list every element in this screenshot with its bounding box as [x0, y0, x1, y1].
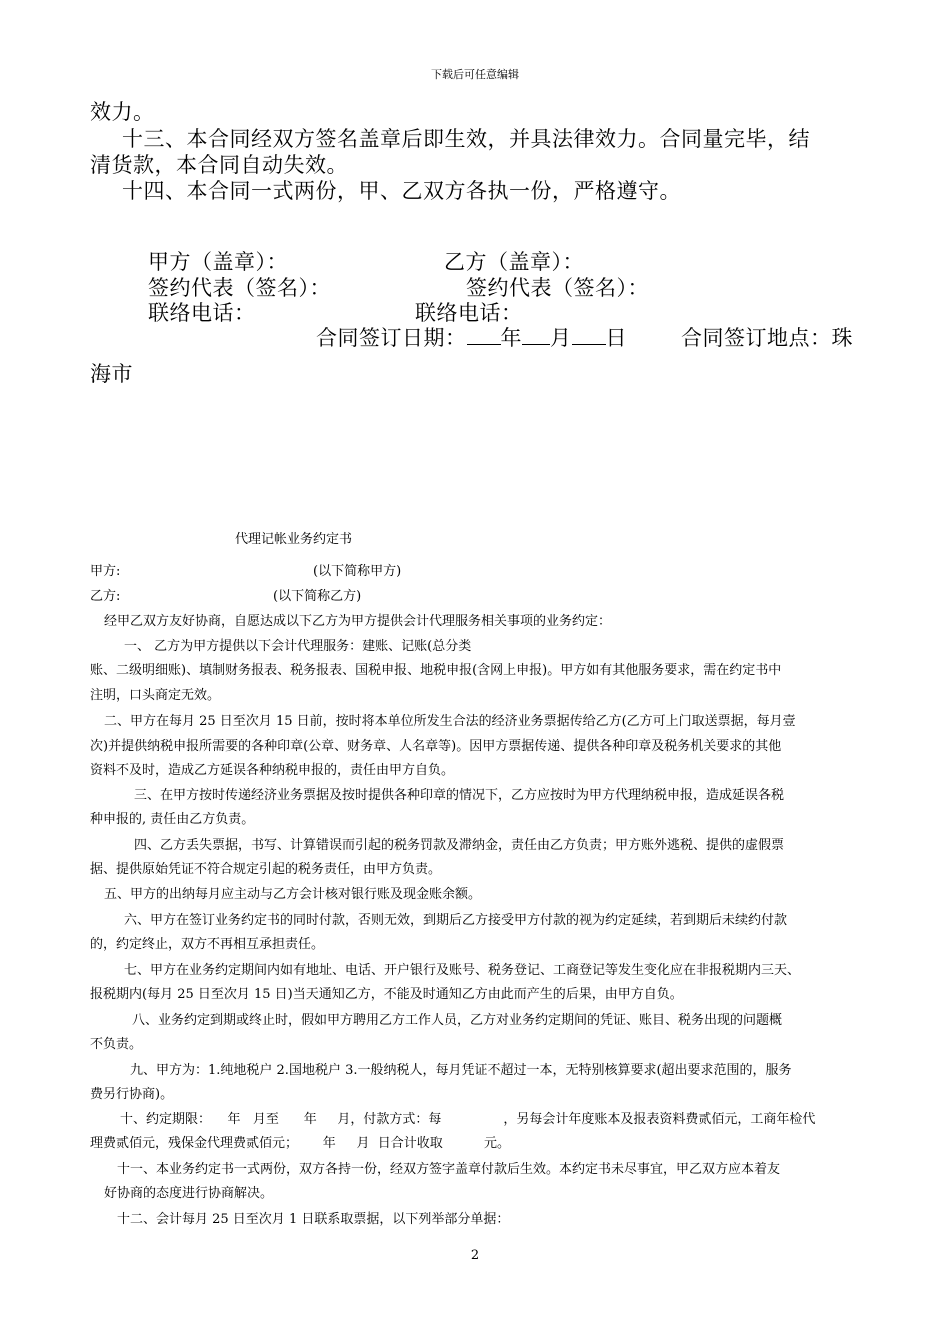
clause-6: 六、甲方在签订业务约定书的同时付款，否则无效，到期后乙方接受甲方付款的视为约定延续，若到期后未续约付款 [124, 913, 788, 928]
month-blank [522, 326, 550, 345]
party-a-rep-label: 签约代表（签名）： [148, 276, 331, 300]
doc-title: 代理记帐业务约定书 [235, 532, 353, 547]
clause-6-cont: 的，约定终止，双方不再相互承担责任。 [90, 937, 325, 952]
clause-7: 七、甲方在业务约定期间内如有地址、电话、开户银行及账号、税务登记、工商登记等发生变化应在非报税期内三天、 [124, 963, 801, 978]
clause-3: 三、在甲方按时传递经济业务票据及按时提供各种印章的情况下，乙方应按时为甲方代理纳税申报，造成延误各税 [134, 788, 785, 803]
clause-7-cont: 报税期内(每月 25 日至次月 15 日)当天通知乙方，不能及时通知乙方由此而产生的后果，由甲方自负。 [90, 987, 683, 1002]
clause-12: 十二、会计每月 25 日至次月 1 日联系取票据，以下列举部分单据： [117, 1212, 510, 1227]
clause-14: 十四、本合同一式两份，甲、乙双方各执一份，严格遵守。 [122, 179, 681, 203]
month-label: 月 [550, 326, 572, 350]
clause-4: 四、乙方丢失票据，书写、计算错误而引起的税务罚款及滞纳金，责任由乙方负责；甲方账外逃税、提供的虚假票 [134, 838, 785, 853]
text-line: 效力。 [90, 100, 155, 124]
clause-4-cont: 据、提供原始凭证不符合规定引起的税务责任，由甲方负责。 [90, 862, 442, 877]
clause-2-cont: 资料不及时，造成乙方延误各种纳税申报的，责任由甲方自负。 [90, 763, 455, 778]
sign-date-label: 合同签订日期： [316, 326, 467, 350]
clause-3-cont: 种申报的, 责任由乙方负责。 [90, 812, 255, 827]
clause-10: 十、约定期限： 年 月至 年 月，付款方式：每 ，另每会计年度账本及报表资料费贰佰元，工商年检代 [120, 1112, 816, 1127]
sign-place-cont: 海市 [90, 362, 133, 386]
clause-10-cont: 理费贰佰元，残保金代理费贰佰元； 年 月 日合计收取 元。 [90, 1136, 511, 1151]
day-label: 日 [605, 326, 627, 350]
clause-13: 十三、本合同经双方签名盖章后即生效，并具法律效力。合同量完毕，结 [122, 127, 810, 151]
party-b-label: 乙方: [90, 589, 121, 604]
party-a-label: 甲方: [90, 564, 121, 579]
party-a-note: (以下简称甲方) [313, 564, 402, 579]
party-a-seal-label: 甲方（盖章）： [148, 250, 288, 274]
clause-8: 八、业务约定到期或终止时，假如甲方聘用乙方工作人员，乙方对业务约定期间的凭证、账目、税务出现的问题概 [132, 1013, 783, 1028]
clause-11-cont: 好协商的态度进行协商解决。 [104, 1186, 274, 1201]
clause-11: 十一、本业务约定书一式两份，双方各持一份，经双方签字盖章付款后生效。本约定书未尽事宜，甲乙双方应本着友 [117, 1162, 781, 1177]
year-label: 年 [500, 326, 522, 350]
party-a-tel-label: 联络电话： [148, 301, 256, 325]
clause-1-cont: 账、二级明细账)、填制财务报表、税务报表、国税申报、地税申报(含网上申报)。甲方如有其他服务要求，需在约定书中 [90, 663, 782, 678]
clause-13-cont: 清货款，本合同自动失效。 [90, 153, 348, 177]
party-b-tel-label: 联络电话： [415, 301, 523, 325]
clause-9-cont: 费另行协商)。 [90, 1087, 174, 1102]
sign-place-label: 合同签订地点：珠 [681, 326, 853, 350]
clause-8-cont: 不负责。 [90, 1037, 143, 1052]
clause-9: 九、甲方为：1.纯地税户 2.国地税户 3.一般纳税人，每月凭证不超过一本，无特别核算要求(超出要求范围的，服务 [130, 1063, 792, 1078]
page-number: 2 [470, 1248, 480, 1263]
party-b-seal-label: 乙方（盖章）： [444, 250, 584, 274]
day-blank [572, 326, 606, 345]
intro-text: 经甲乙双方友好协商，自愿达成以下乙方为甲方提供会计代理服务相关事项的业务约定： [104, 614, 612, 629]
year-blank [467, 326, 501, 345]
clause-2: 二、甲方在每月 25 日至次月 15 日前，按时将本单位所发生合法的经济业务票据传给乙方(乙方可上门取送票据，每月壹 [104, 714, 796, 729]
clause-1-cont: 注明，口头商定无效。 [90, 688, 221, 703]
clause-1: 一、 乙方为甲方提供以下会计代理服务：建账、记账(总分类 [124, 639, 472, 654]
party-b-note: (以下简称乙方) [273, 589, 362, 604]
clause-5: 五、甲方的出纳每月应主动与乙方会计核对银行账及现金账余额。 [104, 887, 482, 902]
party-b-rep-label: 签约代表（签名）： [466, 276, 649, 300]
page-header: 下载后可任意编辑 [431, 68, 519, 81]
clause-2-cont: 次)并提供纳税申报所需要的各种印章(公章、财务章、人名章等)。因甲方票据传递、提供各种印章及税务机关要求的其他 [90, 739, 782, 754]
sign-date-line [316, 322, 627, 352]
